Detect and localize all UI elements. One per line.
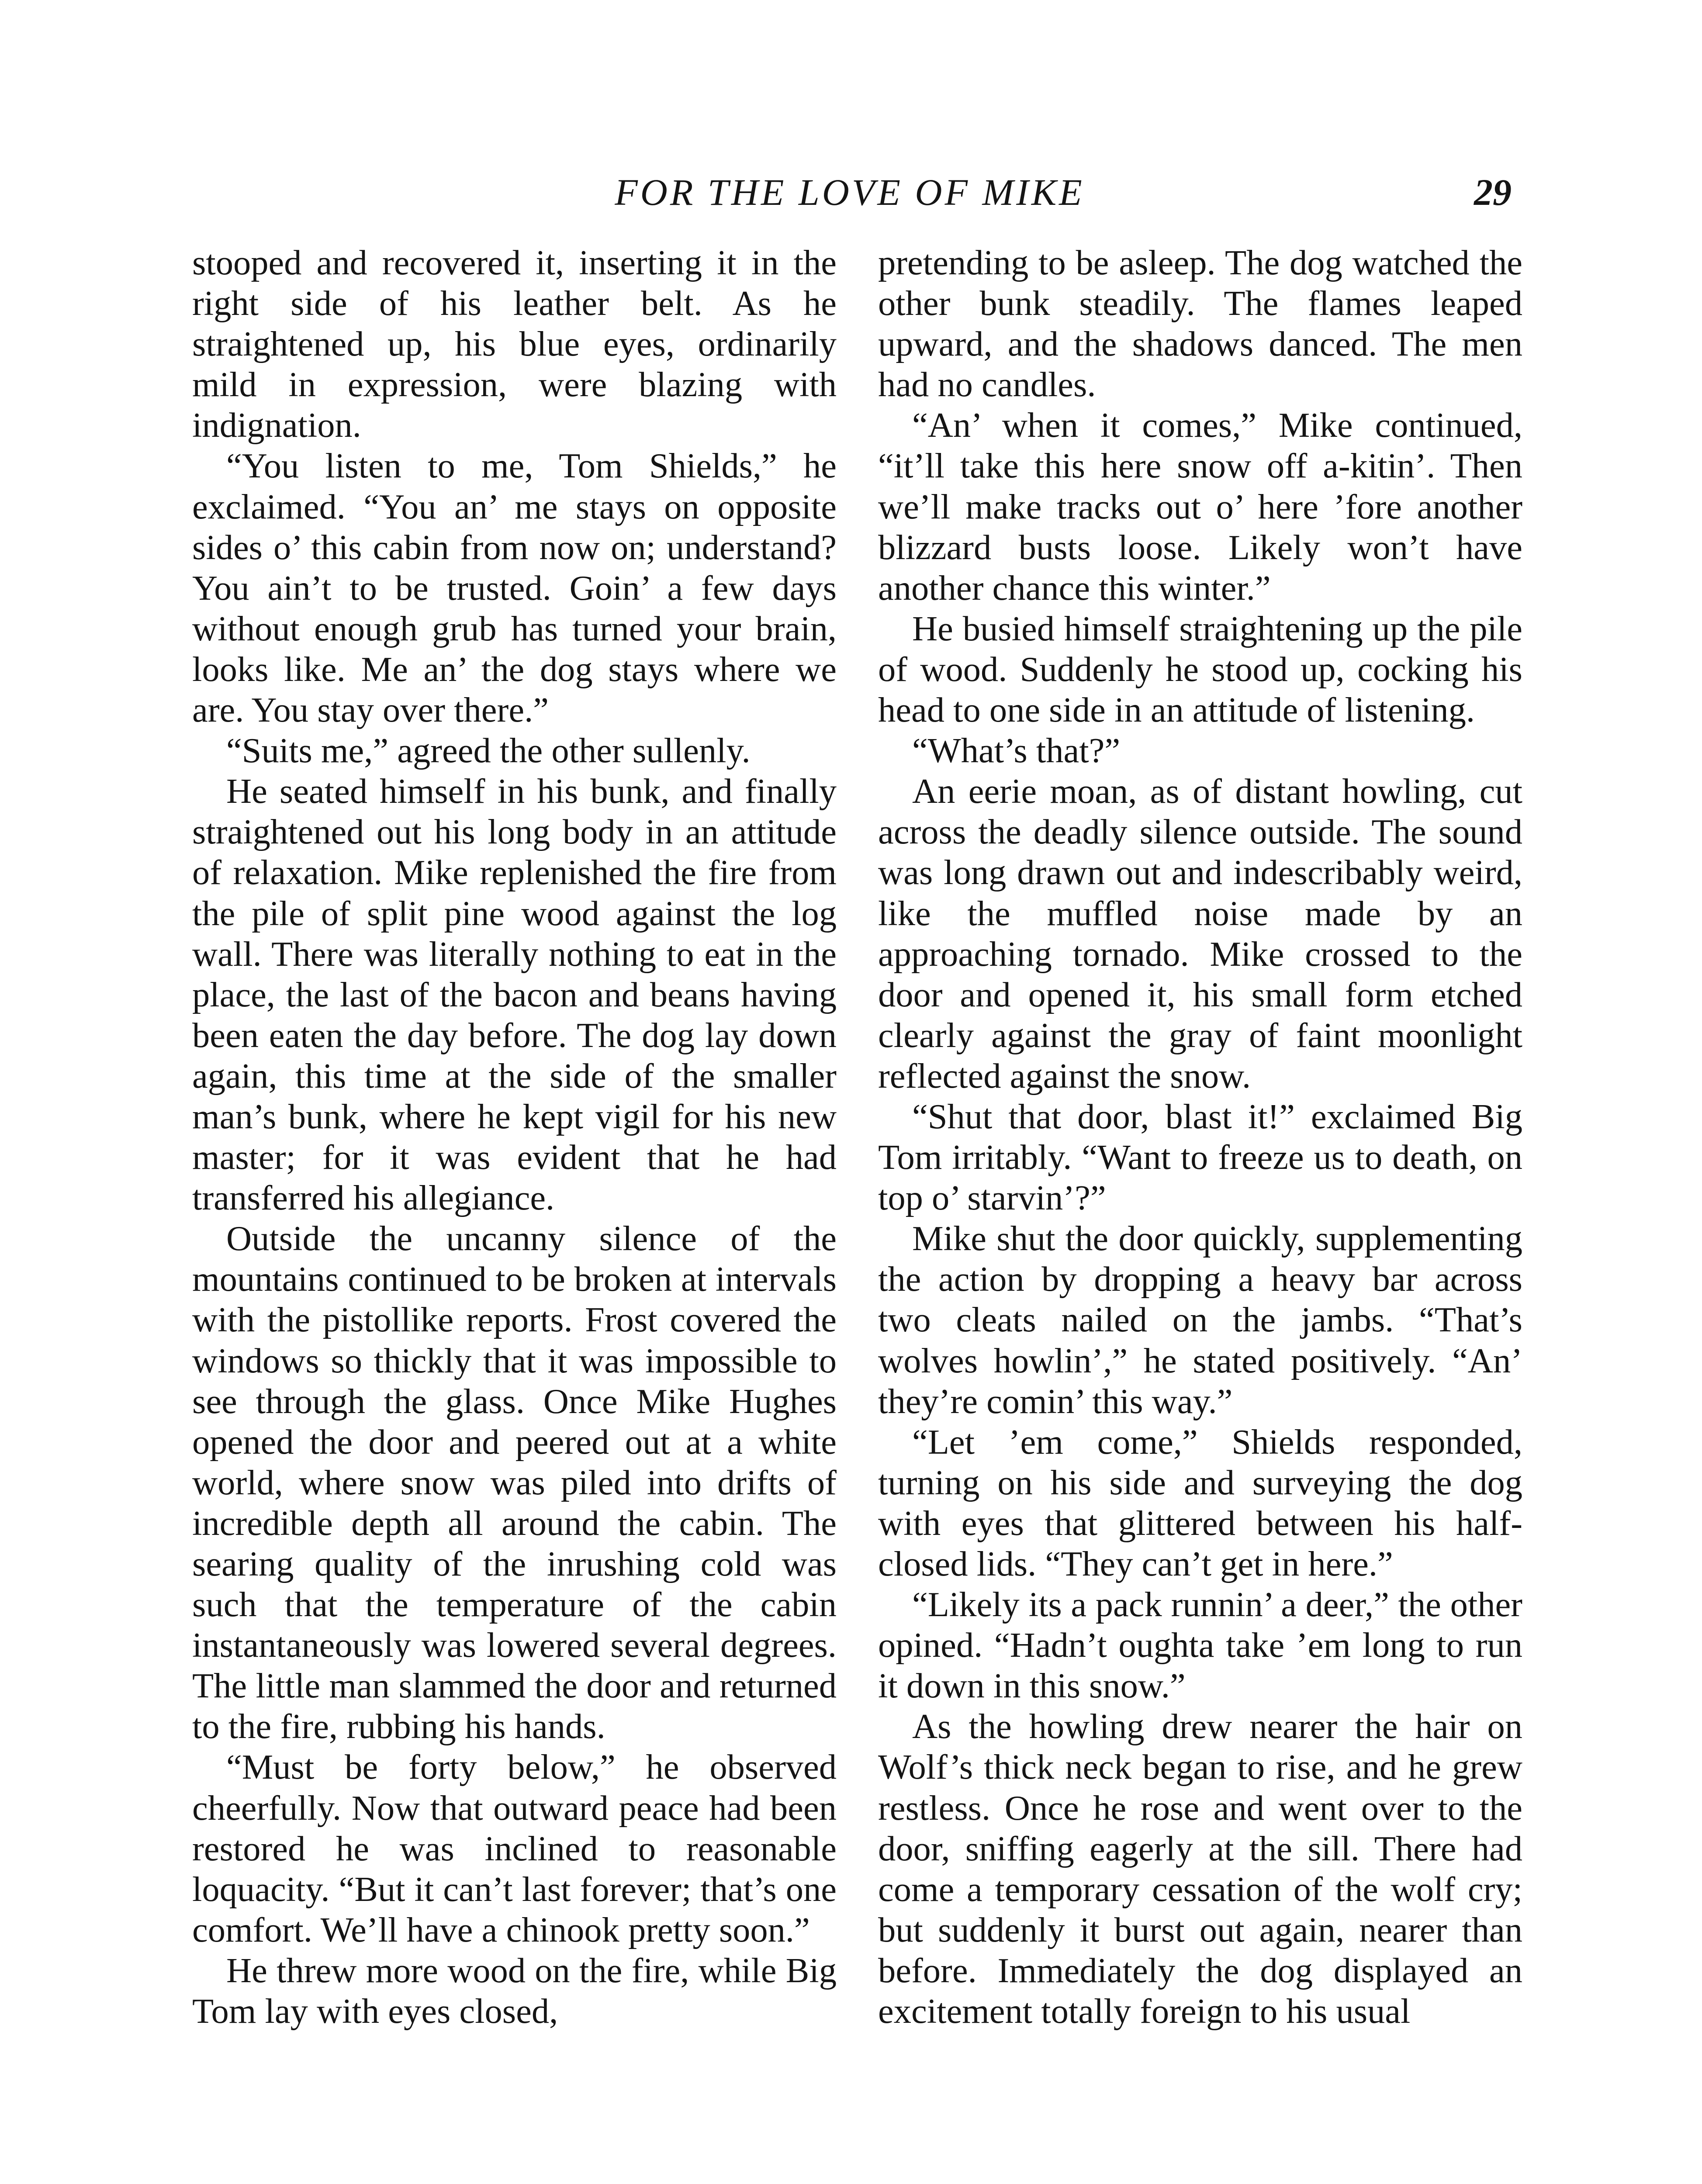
- right-column: [878, 242, 1522, 2032]
- paragraph: “Likely its a pack runnin’ a deer,” the other opined. “Hadn’t oughta take ’em long to run it down in this snow.”: [878, 1585, 1522, 1706]
- page-number: 29: [1474, 171, 1512, 213]
- paragraph: He seated himself in his bunk, and finally straightened out his long body in an attitude of relaxation. Mike replenished the fire from the pile of split pine wood against the log wall. There was literally nothing to eat in the place, the last of the bacon and beans having been eaten the day before. The dog lay down again, this time at the side of the smaller man’s bunk, where he kept vigil for his new master; for it was evident that he had transferred his allegiance.: [192, 772, 837, 1218]
- paragraph: “Shut that door, blast it!” exclaimed Big Tom irritably. “Want to freeze us to death, on top o’ starvin’?”: [878, 1097, 1522, 1218]
- paragraph: “Must be forty below,” he observed cheerfully. Now that outward peace had been restored he was inclined to reasonable loquacity. “But it can’t last forever; that’s one comfort. We’ll have a chinook pretty soon.”: [192, 1748, 837, 1949]
- paragraph: An eerie moan, as of distant howling, cut across the deadly silence outside. The sound was long drawn out and indescribably weird, like the muffled noise made by an approaching tornado. Mike crossed to the door and opened it, his small form etched clearly against the gray of faint moonlight reflected against the snow.: [878, 772, 1522, 1095]
- paragraph: He busied himself straightening up the pile of wood. Suddenly he stood up, cocking his head to one side in an attitude of listening.: [878, 609, 1522, 730]
- paragraph: stooped and recovered it, inserting it in the right side of his leather belt. As he straightened up, his blue eyes, ordinarily mild in expression, were blazing with indignation.: [192, 243, 837, 445]
- paragraph: Mike shut the door quickly, supplementing the action by dropping a heavy bar across two cleats nailed on the jambs. “That’s wolves howlin’,” he stated positively. “An’ they’re comin’ this way.”: [878, 1219, 1522, 1421]
- paragraph: “You listen to me, Tom Shields,” he exclaimed. “You an’ me stays on opposite sides o’ this cabin from now on; understand? You ain’t to be trusted. Goin’ a few days without enough grub has turned your brain, looks like. Me an’ the dog stays where we are. You stay over there.”: [192, 446, 837, 730]
- paragraph: “Suits me,” agreed the other sullenly.: [226, 731, 751, 771]
- paragraph: As the howling drew nearer the hair on Wolf’s thick neck began to rise, and he grew restless. Once he rose and went over to the door, sniffing eagerly at the sill. There had come a temporary cessation of the wolf cry; but suddenly it burst out again, nearer than before. Immediately the dog displayed an excitement totally foreign to his usual: [878, 1707, 1522, 2031]
- paragraph: “Let ’em come,” Shields responded, turning on his side and surveying the dog with eyes that glittered between his half-closed lids. “They can’t get in here.”: [878, 1422, 1522, 1583]
- running-head: [188, 168, 1512, 216]
- paragraph: “An’ when it comes,” Mike continued, “it’ll take this here snow off a-kitin’. Then we’ll make tracks out o’ here ’fore another blizzard busts loose. Likely won’t have another chance this winter.”: [878, 406, 1522, 608]
- paragraph: Outside the uncanny silence of the mountains continued to be broken at intervals with the pistollike reports. Frost covered the windows so thickly that it was impossible to see through the glass. Once Mike Hughes opened the door and peered out at a white world, where snow was piled into drifts of incredible depth all around the cabin. The searing quality of the inrushing cold was such that the temperature of the cabin instantaneously was lowered several degrees. The little man slammed the door and returned to the fire, rubbing his hands.: [192, 1219, 837, 1746]
- left-column: [192, 242, 837, 2032]
- running-title: FOR THE LOVE OF MIKE: [615, 171, 1085, 213]
- paragraph: He threw more wood on the fire, while Big Tom lay with eyes closed,: [192, 1951, 837, 2031]
- paragraph: pretending to be asleep. The dog watched the other bunk steadily. The flames leaped upward, and the shadows danced. The men had no candles.: [878, 243, 1522, 404]
- paragraph: “What’s that?”: [912, 731, 1121, 771]
